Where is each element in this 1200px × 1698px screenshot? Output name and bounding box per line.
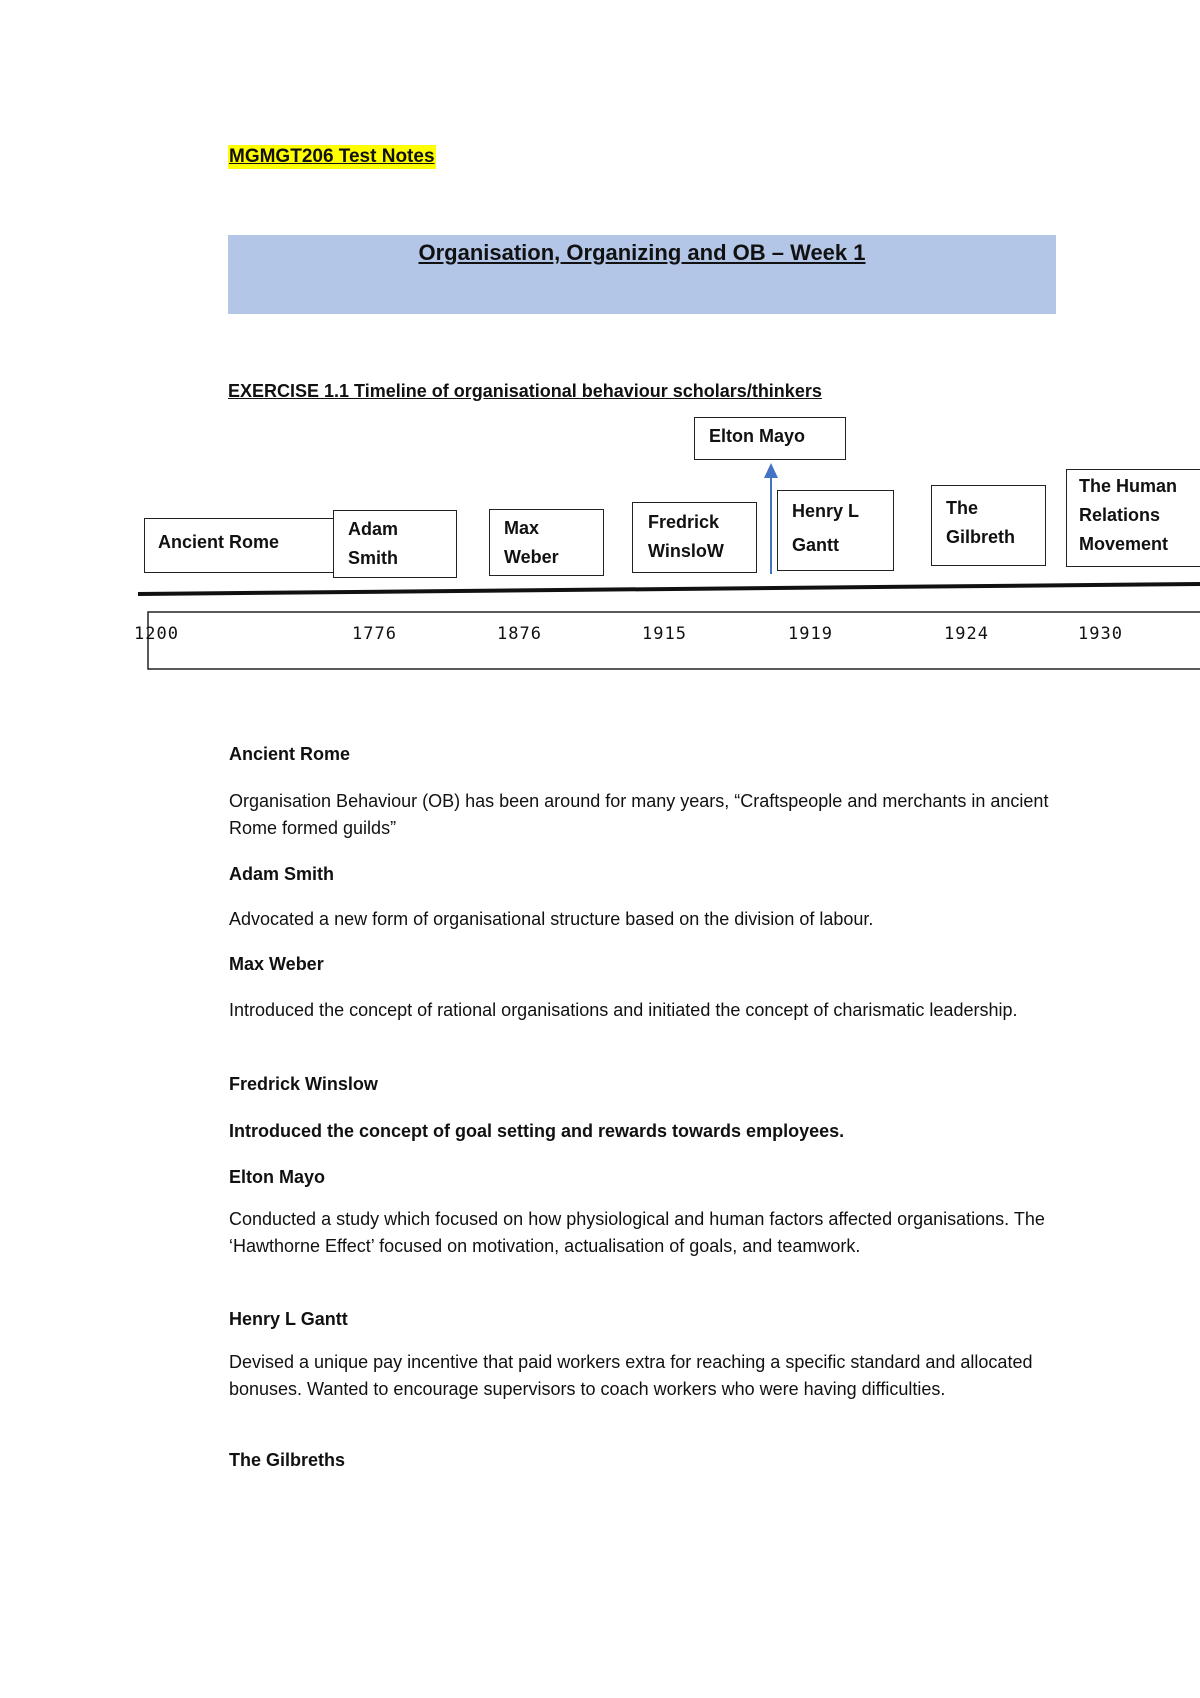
section-heading: The Gilbreths [229, 1450, 346, 1470]
section-heading: Fredrick Winslow [229, 1074, 378, 1094]
section-heading: Max Weber [229, 954, 324, 974]
timeline-year: 1919 [788, 624, 833, 644]
timeline-year: 1915 [642, 624, 687, 644]
timeline-box-henry-gantt [777, 490, 894, 571]
document-title: MGMGT206 Test Notes [229, 146, 435, 167]
exercise-heading: EXERCISE 1.1 Timeline of organisational behaviour scholars/thinkers [228, 381, 822, 401]
section-body: Conducted a study which focused on how physiological and human factors affected organisations. The ‘Hawthorne Effect’ focused on motivation, actualisation of goals, and teamwork. [229, 1209, 1045, 1256]
timeline-box-label: Ancient Rome [158, 532, 280, 552]
section-heading: Henry L Gantt [229, 1309, 348, 1329]
timeline-year: 1876 [497, 624, 542, 644]
timeline-box-label: Relations [1079, 505, 1161, 525]
timeline-box-label: Gilbreth [946, 527, 1016, 547]
section-body: Devised a unique pay incentive that paid workers extra for reaching a specific standard and allocated bonuses. Wanted to encourage supervisors to coach workers who were having difficulties. [229, 1352, 1033, 1399]
timeline-box-label: The Human [1079, 476, 1178, 496]
timeline-box-adam-smith [333, 510, 457, 578]
timeline-box-label: Gantt [792, 535, 839, 555]
timeline-box-human-relations [1066, 469, 1200, 567]
timeline-box-gilbreth [931, 485, 1046, 566]
timeline-year: 1200 [134, 624, 179, 644]
timeline-axis-line [138, 584, 1200, 594]
timeline-year: 1930 [1078, 624, 1123, 644]
timeline-box-fredrick-winslow [632, 502, 757, 573]
timeline-box-label: Max [504, 518, 540, 538]
timeline-year: 1776 [352, 624, 397, 644]
section-body: Advocated a new form of organisational structure based on the division of labour. [229, 909, 874, 929]
section-body: Introduced the concept of goal setting and rewards towards employees. [229, 1121, 845, 1141]
timeline-box-label: Movement [1079, 534, 1169, 554]
timeline-box-max-weber [489, 509, 604, 576]
timeline-box-label: Adam [348, 519, 399, 539]
timeline-box-ancient-rome [144, 518, 334, 573]
week-banner-title: Organisation, Organizing and OB – Week 1 [418, 240, 866, 265]
timeline-box-label: Henry L [792, 501, 860, 521]
section-heading: Elton Mayo [229, 1167, 326, 1187]
section-body: Introduced the concept of rational organisations and initiated the concept of charismatic leadership. [229, 1000, 1018, 1020]
timeline-box-label: Weber [504, 547, 559, 567]
timeline-box-label: Smith [348, 548, 399, 568]
timeline-year: 1924 [944, 624, 989, 644]
section-heading: Adam Smith [229, 864, 335, 884]
timeline-box-label: Elton Mayo [709, 426, 806, 446]
timeline-box-label: WinsloW [648, 541, 724, 561]
section-body: Organisation Behaviour (OB) has been around for many years, “Craftspeople and merchants in ancient Rome formed guilds” [229, 791, 1049, 838]
section-heading: Ancient Rome [229, 744, 351, 764]
timeline-graphics [0, 0, 1200, 700]
elton-mayo-arrow-head [764, 463, 778, 478]
timeline-box-label: Fredrick [648, 512, 720, 532]
timeline-box-label: The [946, 498, 979, 518]
